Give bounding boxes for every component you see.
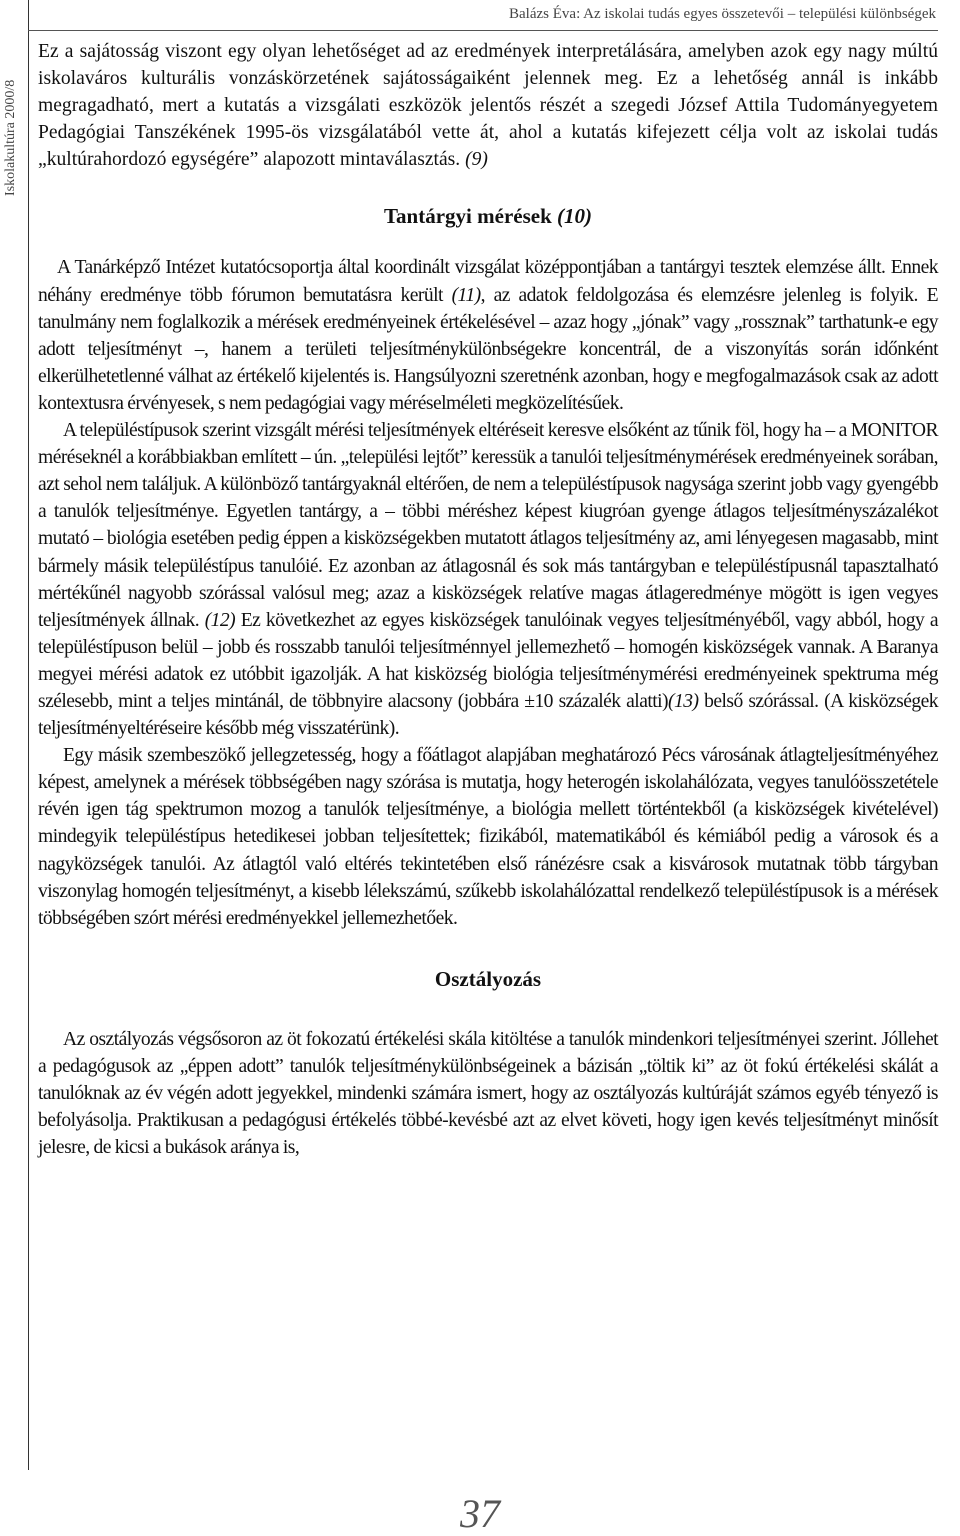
journal-name: Iskolakultúra 2000/8 (3, 79, 18, 196)
section-heading: Osztályozás (434, 966, 542, 991)
paragraph-text: Ez a sajátosság viszont egy olyan lehetőséget ad az eredmények interpretálására, amelyben azok egy nagy múltú iskolaváros kulturális vonzáskörzetének sajátosságaiként jelennek meg. Ez a lehetőség annál is inkább megragadható, mert a kutatás a vizsgálati eszközök jelentős részét a szegedi József Attila Tudományegyetem Pedagógiai Tanszékének 1995-ös vizsgálatából vette át, ahol a kutatás kifejezett célja volt az iskolai tudás „kultúrahordozó egységére” alapozott mintaválasztás. (38, 41, 938, 171)
paragraph (38, 38, 938, 173)
journal-side-label (3, 16, 23, 216)
page-number: 37 (460, 1491, 500, 1536)
paragraph: Az osztályozás végsősoron az öt fokozatú értékelési skála kitöltése a tanulók mindenkori teljesítményei szerint. Jóllehet a pedagógusok az „éppen adott” tanulók teljesítménykülönbségeinek a bázisán „töltik ki” az öt fokú értékelési skálát a tanulóknak az év végén adott jegyekkel, mindenki számára ismert, hogy az osztályozás kultúráját számos egyéb tényező is befolyásolja. Praktikusan a pedagógusi értékelés többé-kevésbé azt az elvet követi, hogy igen kevés teljesítményt minősít jelesre, de kicsi a bukások aránya is, (38, 1028, 938, 1159)
endnote-reference: (10) (557, 204, 593, 229)
article-body (38, 38, 938, 1161)
paragraph-text: , az adatok feldolgozása és elemzésre jelenleg is folyik. E tanulmány nem foglalkozik a mérések eredményeinek értékelésével – azaz hogy „jónak” vagy „rossznak” tarthatunk-e egy adott teljesítményt –, hanem a területi teljesítménykülönbségekre koncentrál, de a viszonyítás során időnként elkerülhetetlenné válhat az értékelő kijelentés is. Hangsúlyozni szeretnénk azonban, hogy e megfogalmazások csak az adott kontextusra érvényesek, s nem pedagógiai vagy méréselméleti megközelítésűek. (38, 284, 938, 414)
endnote-reference: (11) (451, 284, 481, 306)
endnote-reference: (12) (204, 609, 236, 631)
section-heading (38, 173, 938, 254)
section-heading-text: Tantárgyi mérések (383, 204, 552, 229)
paragraph (38, 254, 938, 417)
endnote-reference: (9) (465, 149, 488, 171)
header-rule (28, 30, 938, 31)
left-margin-rule (28, 0, 29, 1470)
paragraph (38, 417, 938, 742)
running-head: Balázs Éva: Az iskolai tudás egyes összetevői – települési különbségek (509, 6, 936, 22)
paragraph-text: A településtípusok szerint vizsgált mérési teljesítmények eltéréseit keresve elsőként az tűnik föl, hogy ha – a MONITOR méréseknél a korábbiakban említett – ún. „települési lejtőt” keressük a tanulói teljesítménymérések eredményeinek sorában, azt sehol nem találjuk. A különböző tantárgyaknál eltérően, de nem a településtípusok nagysága szerint jobb vagy gyengébb a tanulók teljesítménye. Egyetlen tantárgy, a – többi méréshez képest kiugróan gyenge átlagos teljesítményszázalékot mutató – biológia esetében pedig éppen a kisközségekben mutatott átlagos teljesítmény az, ami lényegesen magasabb, mint bármely másik településtípus tanulóié. Ez azonban az átlagosnál és sok más tantárgyban e településtípusnál tapasztalható mértékűnél nagyobb szórással valósul meg; azaz a kisközségek relatíve magas átlageredménye mögött is igen vegyes teljesítmények állnak. (38, 420, 938, 631)
endnote-reference: (13) (668, 690, 699, 712)
paragraph-text: belső szórással. (A kisközségek teljesítményeltéréseire később még visszatérünk). (38, 690, 938, 740)
paragraph-text: A Tanárképző Intézet kutatócsoportja által koordinált vizsgálat középpontjában a tantárgyi tesztek elemzése állt. Ennek néhány eredménye több fórumon bemutatásra került (38, 257, 938, 306)
paragraph: Egy másik szembeszökő jellegzetesség, hogy a főátlagot alapjában meghatározó Pécs városának átlagteljesítményéhez képest, amelynek a mérések többségében nagy szórása is mutatja, hogy heterogén iskolahálózata, vegyes tanulóösszetétele révén igen tág spektrumon mozog a tanulók teljesítménye, a biológia mellett történtekből (a kisközségek kivételével) mindegyik településtípus hetedikesei jobban teljesítettek; fizikából, matematikából és kémiából pedig a városok és a nagyközségek tanulói. Az átlagtól való eltérés tekintetében első ránézésre csak a kisvárosok mutatnak több tárgyban viszonylag homogén teljesítményt, a kisebb lélekszámú, szűkebb iskolahálózattal rendelkező településtípusok is a mérések többségében szórt mérési eredményekkel jellemezhetőek. (38, 745, 938, 929)
paragraph-text: Ez következhet az egyes kisközségek tanulóinak vegyes teljesítményéből, vagy abból, hogy a településtípuson belül – jobb és rosszabb tanulói teljesítménnyel jellemezhető – homogén kisközségek vannak. A Baranya megyei mérési adatok ez utóbbit igazolják. A hat kisközség biológia teljesítménymérési eredményeinek spektruma még szélesebb, mint a teljes mintánál, de többnyire alacsony (jobbára ±10 százalék alatti) (38, 609, 938, 712)
